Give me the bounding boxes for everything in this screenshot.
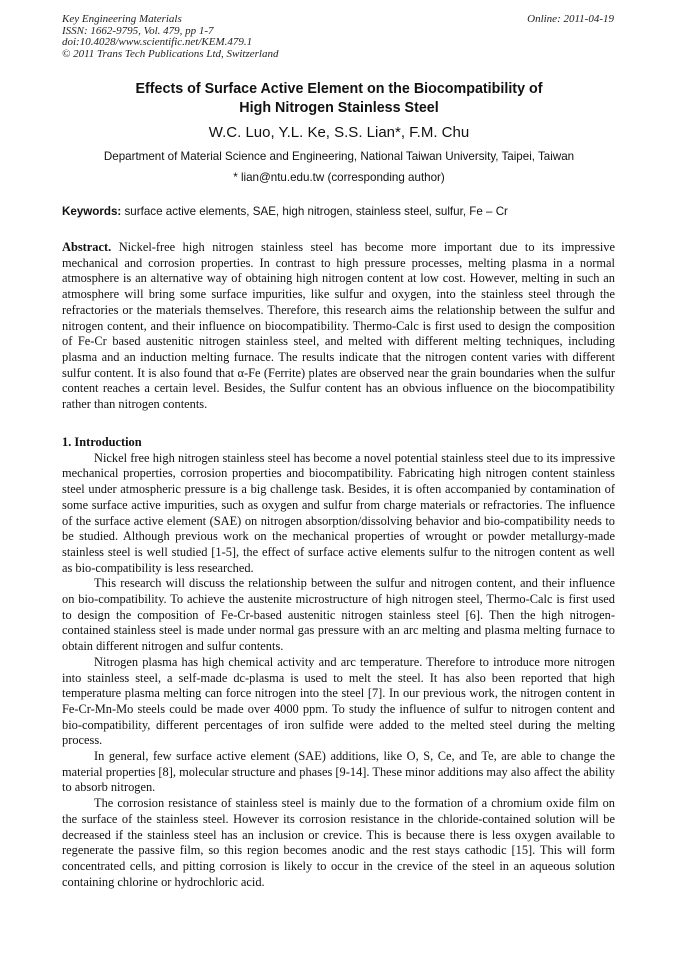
title-line-1: Effects of Surface Active Element on the Biocompatibility of bbox=[135, 81, 543, 97]
paper-title bbox=[62, 80, 616, 118]
online-date: Online: 2011-04-19 bbox=[527, 13, 614, 25]
journal-name: Key Engineering Materials bbox=[62, 13, 182, 25]
keywords-label: Keywords: bbox=[62, 205, 122, 218]
abstract-label: Abstract. bbox=[62, 240, 112, 254]
copyright-line: © 2011 Trans Tech Publications Ltd, Switzerland bbox=[62, 47, 279, 60]
paragraph: Nitrogen plasma has high chemical activity and arc temperature. Therefore to introduce more nitrogen into stainless steel, a self-made dc-plasma is used to melt the steel. It has also been reported that high temperature plasma melting can force nitrogen into the steel [7]. In our previous work, the nitrogen content in Fe-Cr-Mn-Mo steels could be made over 4000 ppm. To study the influence of sulfur to nitrogen content and bio-compatibility, different percentages of iron sulfide were added to the melted steel during the melting process. bbox=[62, 654, 615, 748]
paragraph: In general, few surface active element (SAE) additions, like O, S, Ce, and Te, are able to change the material properties [8], molecular structure and phases [9-14]. These minor additions may also affect the ability to absorb nitrogen. bbox=[62, 749, 615, 795]
journal-header bbox=[62, 14, 278, 60]
issn-line: ISSN: 1662-9795, Vol. 479, pp 1-7 bbox=[62, 24, 214, 37]
keywords-text: surface active elements, SAE, high nitrogen, stainless steel, sulfur, Fe – Cr bbox=[121, 205, 508, 218]
paragraph: The corrosion resistance of stainless steel is mainly due to the formation of a chromium oxide film on the surface of the stainless steel. However its corrosion resistance in the chloride-contained solution will be decreased if the stainless steel has an inclusion or crevice. This is because there is less oxygen available to regenerate the passive film, so this region becomes anodic and the rest stays cathodic [15]. This will form concentrated cells, and pitting corrosion is likely to occur in the crevice of the steel in an aqueous solution containing chlorine or hydrochloric acid. bbox=[62, 796, 615, 889]
section-heading: 1. Introduction bbox=[62, 435, 142, 449]
affiliation: Department of Material Science and Engineering, National Taiwan University, Taipei, Taiwan bbox=[103, 150, 575, 163]
title-line-2: High Nitrogen Stainless Steel bbox=[239, 100, 439, 116]
doi-line: doi:10.4028/www.scientific.net/KEM.479.1 bbox=[62, 36, 253, 48]
corresponding-email: * lian@ntu.edu.tw (corresponding author) bbox=[233, 171, 445, 184]
keywords bbox=[62, 205, 616, 219]
abstract-text: Nickel-free high nitrogen stainless steel has become more important due to its impressive mechanical and corrosion properties. In contrast to high pressure processes, melting plasma in a normal atmosphere is an alternative way of obtaining high nitrogen content at low cost. However, melting in such an atmosphere will bring some surface impurities, like sulfur and oxygen, into the stainless steel through the refractories or the materials themselves. Therefore, this research aims the relationship between the sulfur and nitrogen content, and their influence on biocompatibility. Thermo-Calc is first used to design the composition of Fe-Cr based austenitic nitrogen stainless steel, and melted with different melting techniques, including plasma and an induction melting furnace. The results indicate that the nitrogen content varies with different sulfur content. It is also found that α-Fe (Ferrite) plates are observed near the grain boundaries when the sulfur content reaches a certain level. Besides, the Sulfur content has an obvious influence on the biocompatibility rather than nitrogen contents. bbox=[62, 240, 615, 412]
author-list: W.C. Luo, Y.L. Ke, S.S. Lian*, F.M. Chu bbox=[208, 124, 470, 141]
introduction-section bbox=[62, 435, 615, 890]
paragraph: This research will discuss the relationship between the sulfur and nitrogen content, and their influence on bio-compatibility. To achieve the austenite microstructure of high nitrogen steel, Thermo-Calc is first used to design the composition of Fe-Cr-based austenitic nitrogen stainless steel [6]. Then the high nitrogen-contained stainless steel is made under normal gas pressure with an arc melting and plasma melting furnace to obtain different nitrogen and sulfur contents. bbox=[62, 576, 615, 654]
paragraph: Nickel free high nitrogen stainless steel has become a novel potential stainless steel due to its impressive mechanical properties, corrosion properties and biocompatibility. Fabricating high nitrogen content stainless steel under atmospheric pressure is a big challenge task. Besides, it is often accompanied by contamination of some surface active impurities, such as oxygen and sulfur from charge materials or refractories. The influence of the surface active element (SAE) on nitrogen absorption/dissolving behavior and bio-compatibility needs to be studied. Although previous work on the mechanical properties of wrought or powder metallurgy-made stainless steel is well studied [1-5], the effect of surface active elements sulfur to the nitrogen content as well as bio-compatibility is less researched. bbox=[62, 450, 615, 575]
abstract bbox=[62, 240, 615, 413]
